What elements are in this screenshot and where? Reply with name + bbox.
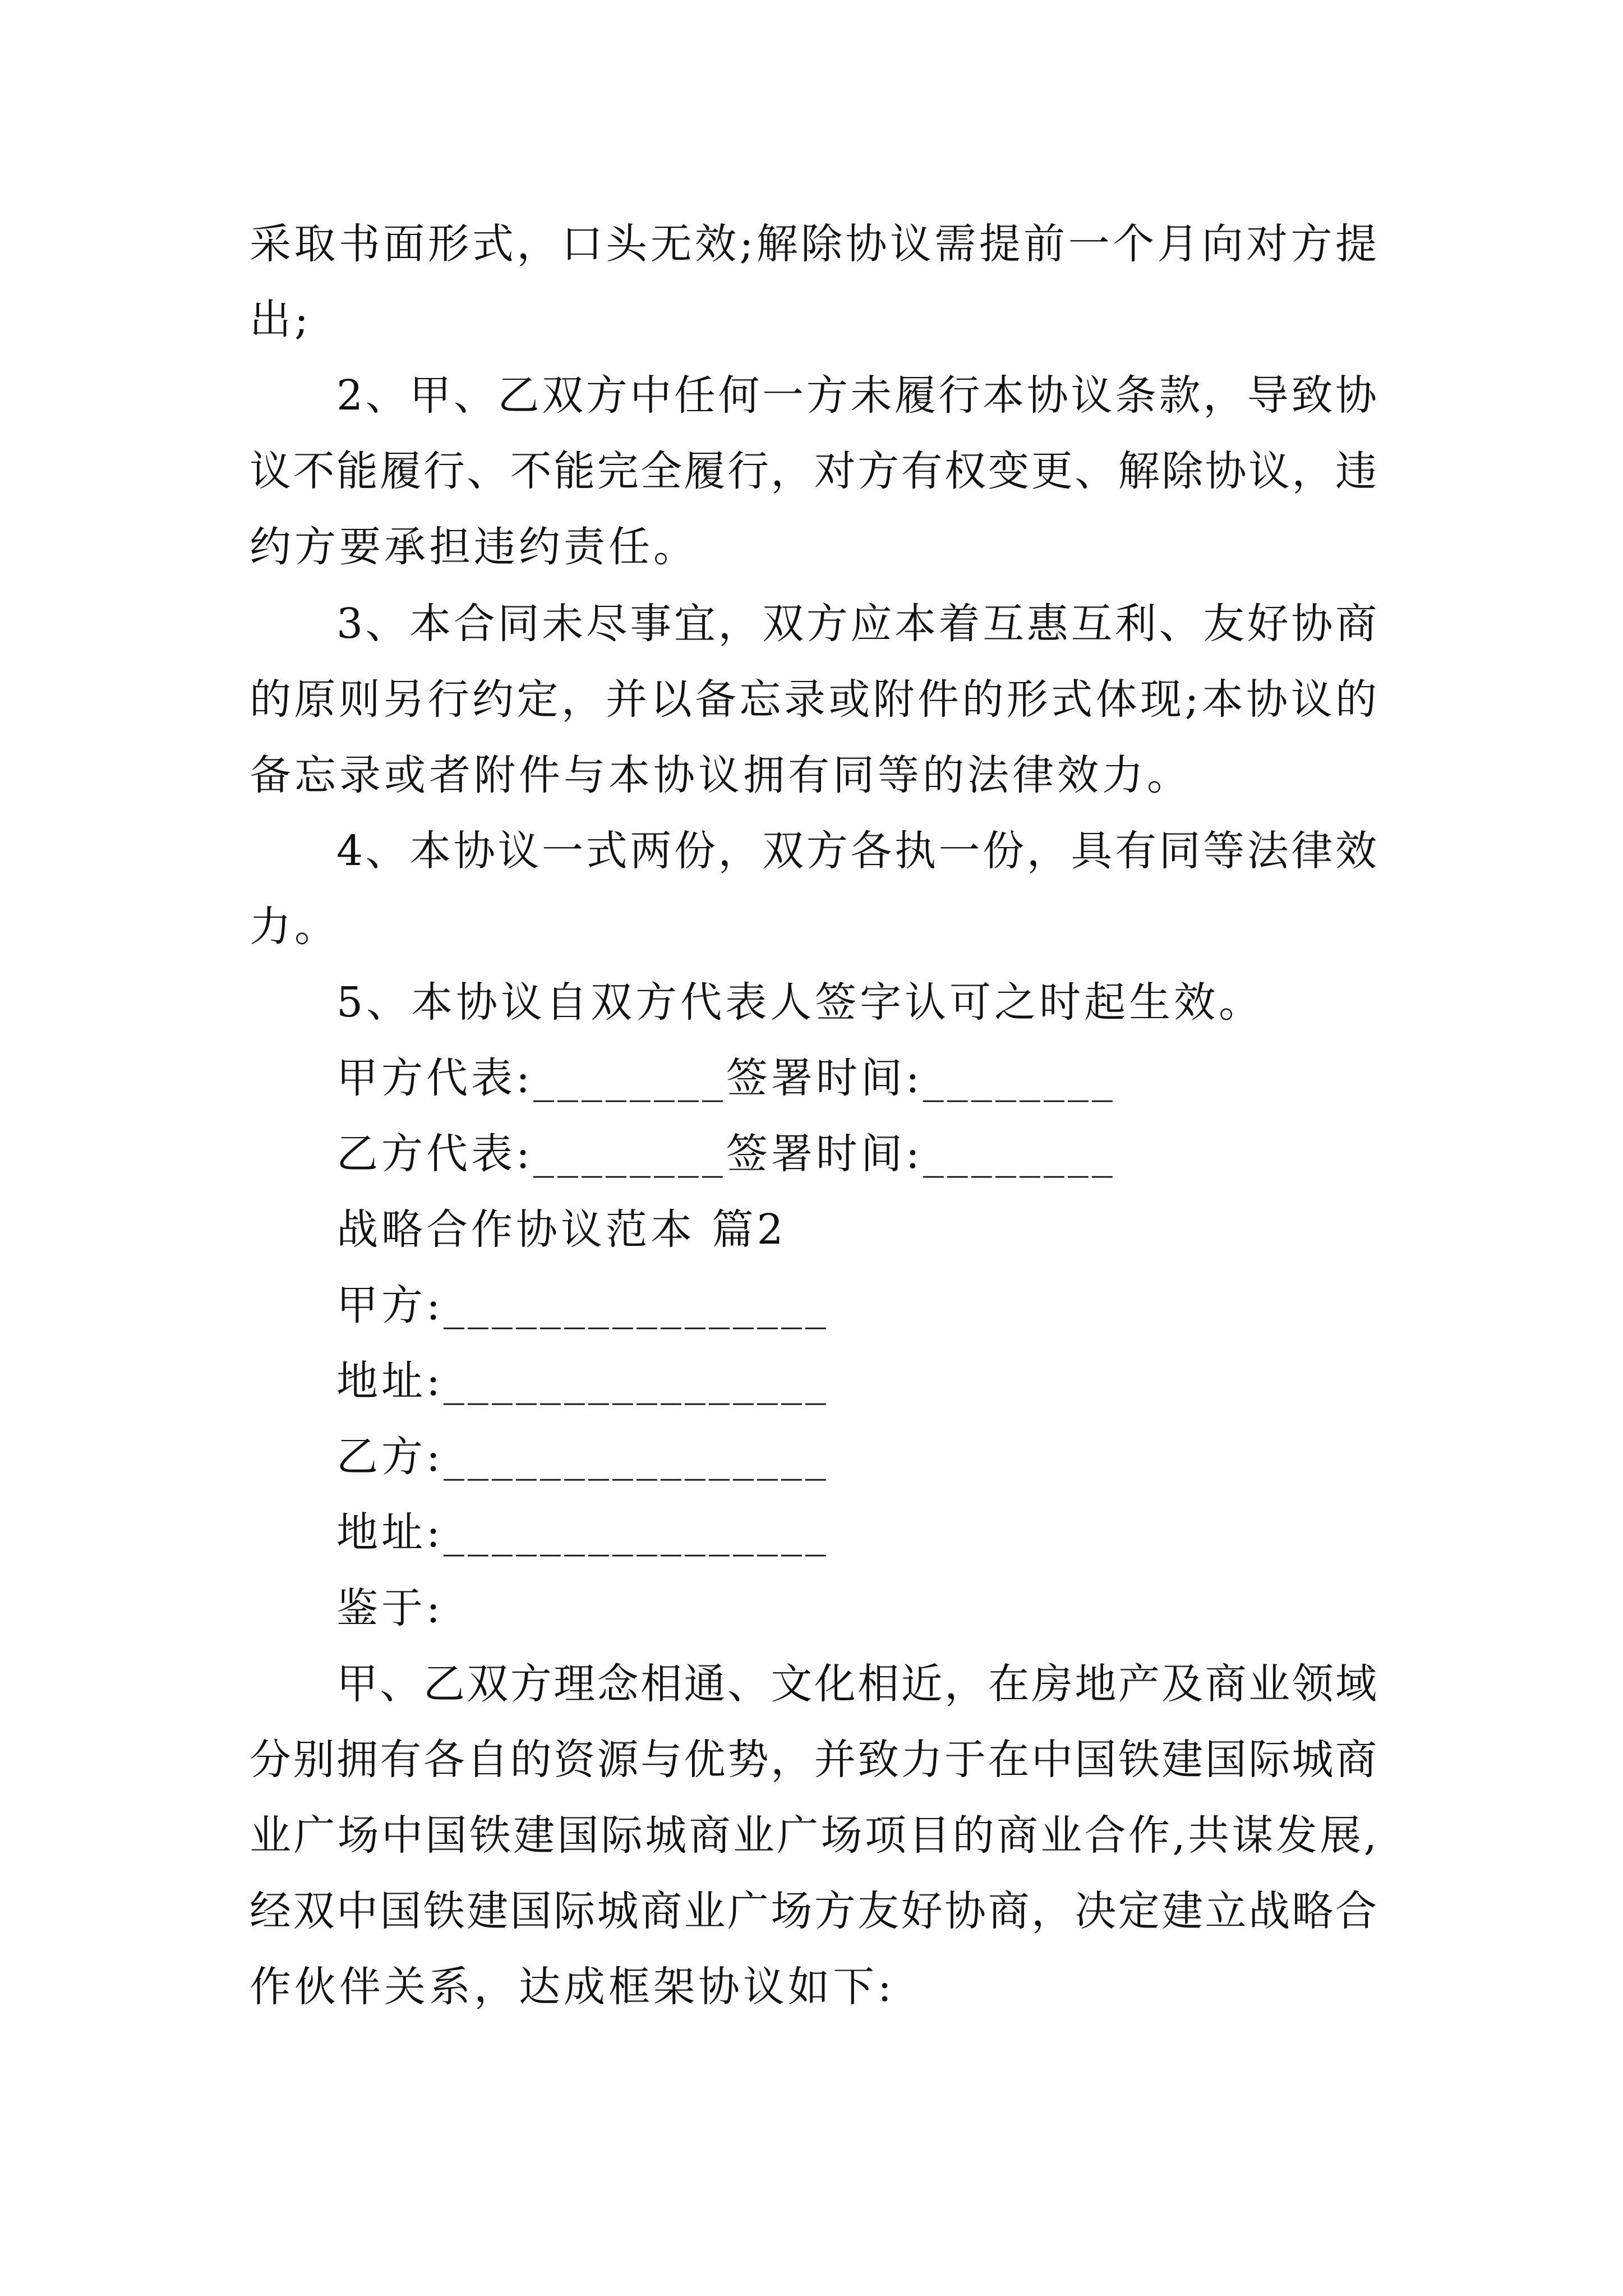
text-line: 出; <box>250 296 312 344</box>
text-line: 力。 <box>250 903 339 951</box>
text-line: 分别拥有各自的资源与优势，并致力于在中国铁建国际城商 <box>250 1736 1377 1784</box>
text-line: 的原则另行约定，并以备忘录或附件的形式体现;本协议的 <box>250 675 1377 724</box>
text-line: 作伙伴关系，达成框架协议如下: <box>250 1963 895 2011</box>
party-a-field: 甲方:________________ <box>336 1281 829 1329</box>
signature-line-party-a: 甲方代表:________签署时间:________ <box>336 1054 1116 1102</box>
text-line: 4、本协议一式两份，双方各执一份，具有同等法律效 <box>336 827 1377 875</box>
text-line: 采取书面形式，口头无效;解除协议需提前一个月向对方提 <box>250 220 1377 268</box>
signature-line-party-b: 乙方代表:________签署时间:________ <box>336 1130 1116 1178</box>
text-line: 业广场中国铁建国际城商业广场项目的商业合作,共谋发展, <box>250 1811 1377 1860</box>
text-line: 备忘录或者附件与本协议拥有同等的法律效力。 <box>250 751 1192 799</box>
text-line: 甲、乙双方理念相通、文化相近，在房地产及商业领域 <box>336 1660 1377 1708</box>
text-line: 2、甲、乙双方中任何一方未履行本协议条款，导致协 <box>336 371 1377 420</box>
text-line: 议不能履行、不能完全履行，对方有权变更、解除协议，违 <box>250 447 1377 495</box>
address-field: 地址:________________ <box>336 1357 829 1405</box>
text-line: 5、本协议自双方代表人签字认可之时起生效。 <box>336 978 1264 1027</box>
address-field: 地址:________________ <box>336 1508 829 1557</box>
whereas-label: 鉴于: <box>336 1584 444 1632</box>
text-line: 经双中国铁建国际城商业广场方友好协商，决定建立战略合 <box>250 1887 1377 1935</box>
section-heading: 战略合作协议范本 篇2 <box>336 1205 787 1254</box>
party-b-field: 乙方:________________ <box>336 1433 829 1481</box>
text-line: 约方要承担违约责任。 <box>250 523 698 571</box>
text-line: 3、本合同未尽事宜，双方应本着互惠互利、友好协商 <box>336 600 1377 648</box>
